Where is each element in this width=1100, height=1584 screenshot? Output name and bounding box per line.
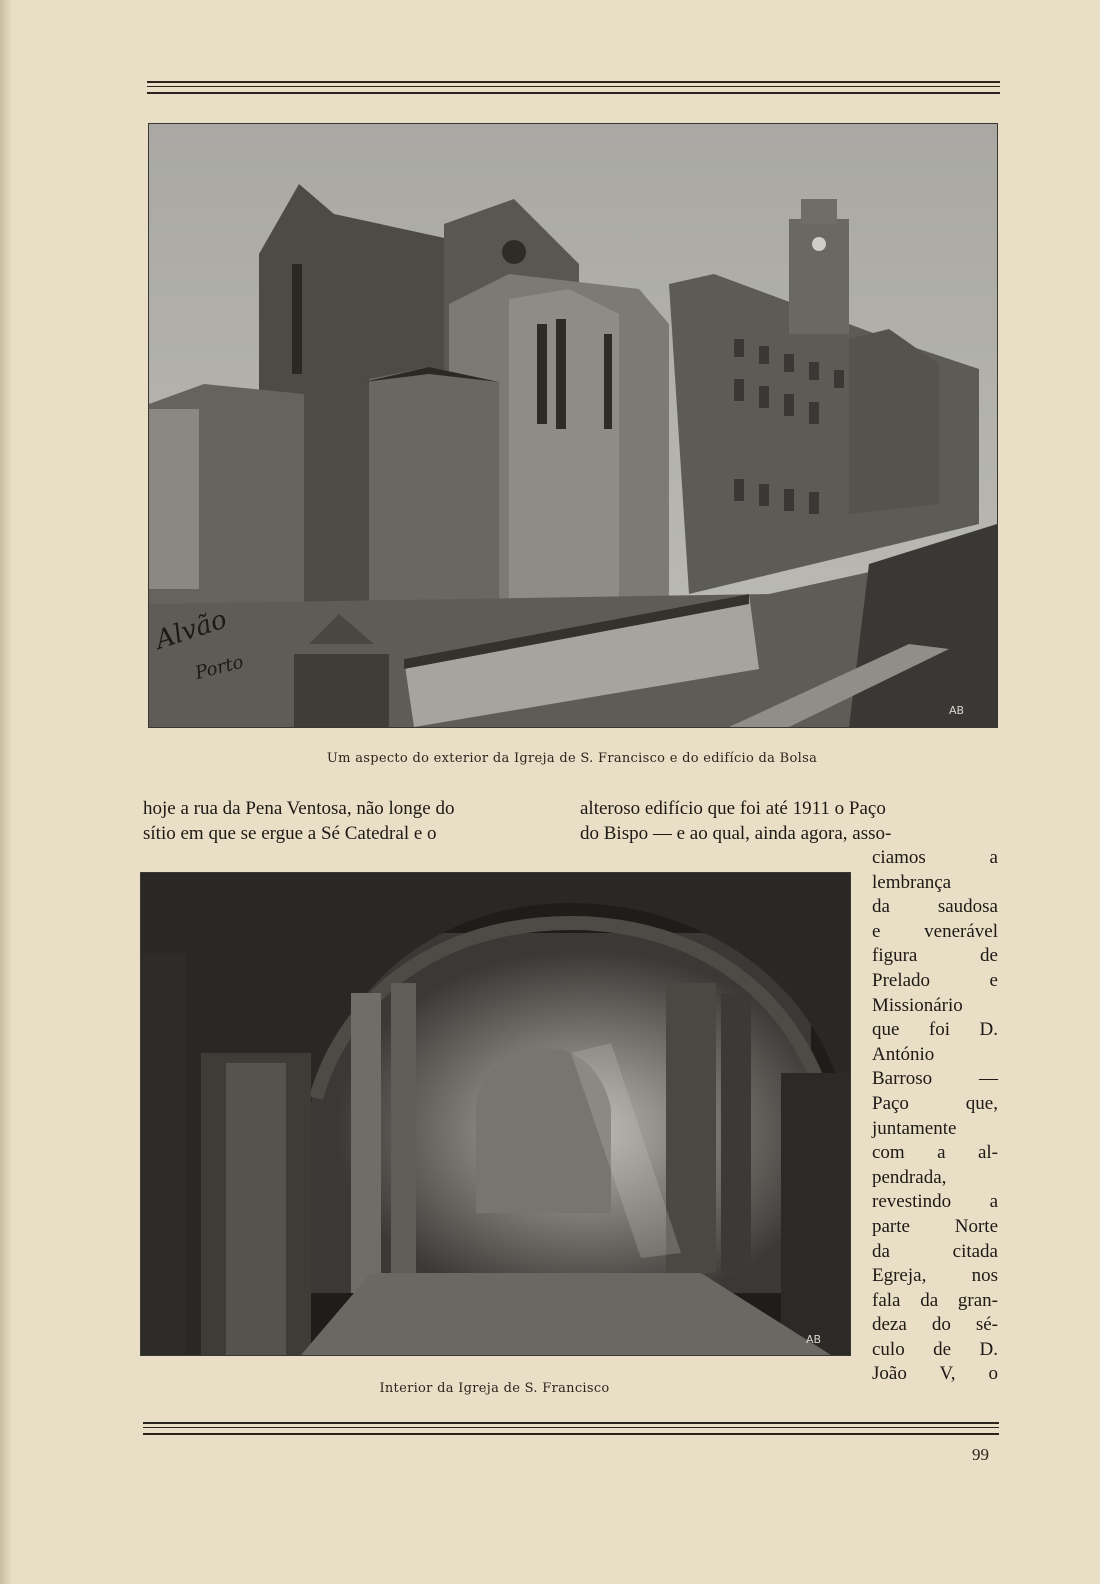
text-line: lembrança [872, 871, 952, 893]
text-line: Prelado e [872, 969, 998, 991]
caption-interior: Interior da Igreja de S. Francisco [379, 1381, 610, 1396]
text-line: juntamente [872, 1117, 957, 1139]
caption-exterior: Um aspecto do exterior da Igreja de S. Francisco e do edifício da Bolsa [326, 751, 818, 766]
text-narrow-column [872, 846, 998, 1387]
text-line: que foi D. [872, 1019, 998, 1041]
text-line: sítio em que se ergue a Sé Catedral e o [143, 822, 437, 844]
text-line: Missionário [872, 994, 963, 1016]
text-line: da citada [872, 1240, 998, 1262]
text-line: pendrada, [872, 1166, 947, 1188]
text-line: do Bispo — e ao qual, ainda agora, asso- [580, 822, 892, 844]
text-line: com a al- [872, 1142, 998, 1164]
page-number: 99 [972, 1445, 989, 1464]
svg-text:AB: AB [949, 704, 965, 717]
text-line: ciamos a [872, 847, 998, 868]
text-line: alteroso edifício que foi até 1911 o Paço [580, 798, 886, 819]
svg-text:Porto: Porto [193, 651, 246, 684]
photo-interior-church [140, 872, 851, 1356]
text-line: Paço que, [872, 1092, 998, 1114]
text-line: João V, o [872, 1363, 998, 1385]
text-line: hoje a rua da Pena Ventosa, não longe do [143, 798, 455, 819]
text-line: fala da gran- [872, 1289, 998, 1311]
svg-text:Alvão: Alvão [151, 604, 231, 656]
svg-text:AB: AB [806, 1333, 822, 1346]
photo-exterior-church [148, 123, 998, 728]
text-line: e venerável [872, 920, 998, 942]
text-line: Egreja, nos [872, 1265, 998, 1287]
text-left-column [143, 797, 454, 846]
bottom-rule [143, 1422, 999, 1435]
text-line: figura de [872, 945, 998, 967]
text-right-column [580, 797, 891, 846]
top-rule [147, 81, 1000, 94]
text-line: revestindo a [872, 1191, 998, 1213]
text-line: culo de D. [872, 1338, 998, 1360]
text-line: parte Norte [872, 1215, 998, 1237]
text-line: António [872, 1043, 935, 1065]
page-edge [0, 0, 12, 1584]
text-line: deza do sé- [872, 1314, 998, 1336]
text-line: Barroso — [872, 1068, 998, 1090]
text-line: da saudosa [872, 896, 998, 918]
